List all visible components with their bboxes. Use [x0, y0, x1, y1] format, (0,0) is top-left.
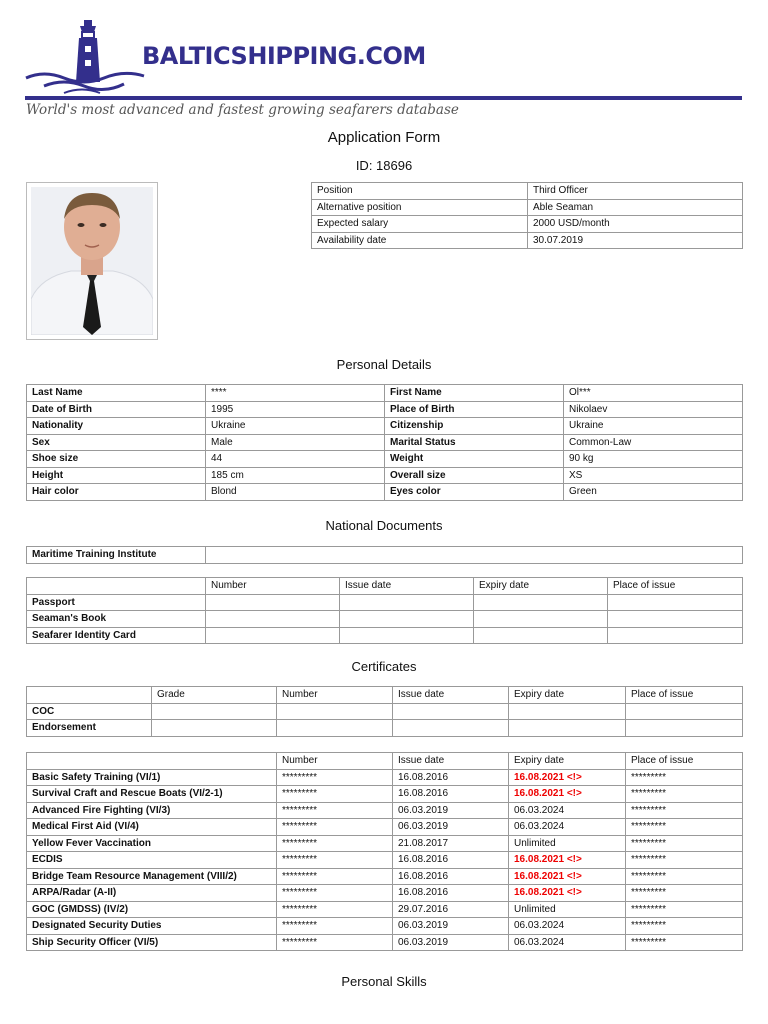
table-row [312, 216, 743, 233]
table-cell: Medical First Aid (VI/4) [27, 819, 277, 836]
institute-value [206, 547, 743, 564]
table-row [27, 385, 743, 402]
table-cell: ********* [277, 819, 393, 836]
table-cell [206, 611, 340, 628]
table-row [312, 199, 743, 216]
table-row [27, 918, 743, 935]
table-row [27, 753, 743, 770]
table-cell: GOC (GMDSS) (IV/2) [27, 901, 277, 918]
table-row [27, 687, 743, 704]
table-row [27, 852, 743, 869]
table-cell: Common-Law [564, 434, 743, 451]
table-row [27, 868, 743, 885]
table-cell [509, 703, 626, 720]
table-cell [206, 627, 340, 644]
table-cell: Place of issue [626, 753, 743, 770]
table-cell [608, 594, 743, 611]
table-cell: 30.07.2019 [528, 232, 743, 249]
table-cell: 16.08.2021 <!> [509, 786, 626, 803]
table-cell: 06.03.2024 [509, 802, 626, 819]
coc-table [26, 686, 743, 737]
table-cell: Ol*** [564, 385, 743, 402]
table-cell: 16.08.2021 <!> [509, 868, 626, 885]
table-cell: Third Officer [528, 183, 743, 200]
table-cell: ********* [277, 918, 393, 935]
table-cell: **** [206, 385, 385, 402]
personal-details-heading: Personal Details [336, 357, 432, 372]
table-cell [393, 720, 509, 737]
table-cell: Height [27, 467, 206, 484]
table-cell: Sex [27, 434, 206, 451]
table-cell: COC [27, 703, 152, 720]
table-cell: ********* [626, 802, 743, 819]
table-cell [340, 594, 474, 611]
table-cell: 16.08.2021 <!> [509, 852, 626, 869]
table-row [27, 786, 743, 803]
table-cell: Number [277, 687, 393, 704]
table-cell: 06.03.2019 [393, 918, 509, 935]
table-cell: Shoe size [27, 451, 206, 468]
table-cell: XS [564, 467, 743, 484]
table-cell: ********* [626, 918, 743, 935]
table-cell: Seafarer Identity Card [27, 627, 206, 644]
training-institute-table [26, 546, 743, 564]
table-cell: ********* [626, 868, 743, 885]
table-cell [27, 578, 206, 595]
table-cell: Endorsement [27, 720, 152, 737]
table-cell: Hair color [27, 484, 206, 501]
table-cell: ********* [277, 802, 393, 819]
table-cell: ARPA/Radar (A-II) [27, 885, 277, 902]
table-cell: 185 cm [206, 467, 385, 484]
table-row [27, 819, 743, 836]
table-cell [206, 594, 340, 611]
table-row [27, 901, 743, 918]
table-cell: Overall size [385, 467, 564, 484]
table-cell: Yellow Fever Vaccination [27, 835, 277, 852]
table-cell: ********* [626, 934, 743, 951]
table-cell: ********* [277, 852, 393, 869]
table-cell [277, 703, 393, 720]
table-cell: 06.03.2019 [393, 802, 509, 819]
personal-details-table [26, 384, 743, 501]
table-cell: Grade [152, 687, 277, 704]
table-row [27, 703, 743, 720]
table-cell: Male [206, 434, 385, 451]
seafarer-photo [26, 182, 158, 340]
table-cell: 06.03.2024 [509, 819, 626, 836]
table-cell: ********* [277, 835, 393, 852]
table-cell: Issue date [393, 687, 509, 704]
table-cell: Expiry date [474, 578, 608, 595]
table-cell: ********* [626, 901, 743, 918]
table-cell: Passport [27, 594, 206, 611]
table-cell: 16.08.2021 <!> [509, 769, 626, 786]
table-cell: Bridge Team Resource Management (VIII/2) [27, 868, 277, 885]
table-row [27, 467, 743, 484]
table-cell: Date of Birth [27, 401, 206, 418]
table-cell: Ukraine [564, 418, 743, 435]
table-cell: ********* [277, 934, 393, 951]
table-cell [626, 703, 743, 720]
table-cell: 16.08.2016 [393, 786, 509, 803]
table-cell: 21.08.2017 [393, 835, 509, 852]
table-row [27, 769, 743, 786]
table-cell: 16.08.2016 [393, 769, 509, 786]
table-cell: ********* [626, 885, 743, 902]
table-cell: Able Seaman [528, 199, 743, 216]
portrait-image [31, 187, 153, 335]
table-row [27, 547, 743, 564]
table-cell [27, 753, 277, 770]
table-cell: Designated Security Duties [27, 918, 277, 935]
table-cell: First Name [385, 385, 564, 402]
table-cell: Expiry date [509, 687, 626, 704]
table-cell: Position [312, 183, 528, 200]
table-cell [608, 627, 743, 644]
table-cell: Number [206, 578, 340, 595]
table-cell: Last Name [27, 385, 206, 402]
table-row [27, 578, 743, 595]
table-row [27, 418, 743, 435]
table-cell: 90 kg [564, 451, 743, 468]
certificates-table [26, 752, 743, 951]
table-cell: Unlimited [509, 901, 626, 918]
table-cell: Eyes color [385, 484, 564, 501]
table-cell: Expiry date [509, 753, 626, 770]
application-id: ID: 18696 [355, 158, 413, 173]
position-table [311, 182, 743, 249]
table-cell: Expected salary [312, 216, 528, 233]
table-row [27, 885, 743, 902]
header-divider [25, 96, 742, 100]
table-cell [152, 703, 277, 720]
table-cell: Green [564, 484, 743, 501]
table-row [312, 183, 743, 200]
personal-skills-heading: Personal Skills [341, 974, 427, 989]
table-cell: Issue date [340, 578, 474, 595]
table-cell: Weight [385, 451, 564, 468]
table-cell [277, 720, 393, 737]
national-documents-heading: National Documents [325, 518, 443, 533]
certificates-heading: Certificates [351, 659, 417, 674]
table-cell: ********* [277, 885, 393, 902]
table-row [27, 802, 743, 819]
brand-name[interactable]: BALTICSHIPPING.COM [142, 42, 426, 70]
tagline: World's most advanced and fastest growing seafarers database [26, 102, 459, 118]
table-cell: ********* [626, 786, 743, 803]
table-cell: ********* [277, 901, 393, 918]
table-cell: Unlimited [509, 835, 626, 852]
table-cell: 16.08.2021 <!> [509, 885, 626, 902]
table-cell: ********* [626, 819, 743, 836]
table-cell [340, 627, 474, 644]
table-cell: ********* [626, 852, 743, 869]
table-cell: 44 [206, 451, 385, 468]
national-documents-table [26, 577, 743, 644]
table-cell: Citizenship [385, 418, 564, 435]
table-row [27, 720, 743, 737]
table-cell: ********* [277, 868, 393, 885]
table-cell: 2000 USD/month [528, 216, 743, 233]
table-cell: ********* [277, 786, 393, 803]
table-row [27, 627, 743, 644]
table-cell: Number [277, 753, 393, 770]
table-cell: 1995 [206, 401, 385, 418]
table-cell: 06.03.2024 [509, 918, 626, 935]
table-cell: 16.08.2016 [393, 885, 509, 902]
table-cell: Alternative position [312, 199, 528, 216]
table-row [27, 611, 743, 628]
table-cell [509, 720, 626, 737]
table-cell: Blond [206, 484, 385, 501]
institute-label: Maritime Training Institute [27, 547, 206, 564]
table-cell: Marital Status [385, 434, 564, 451]
table-row [27, 401, 743, 418]
page-title: Application Form [327, 129, 441, 146]
table-cell [393, 703, 509, 720]
table-cell: 06.03.2019 [393, 819, 509, 836]
table-cell [340, 611, 474, 628]
table-cell: Nationality [27, 418, 206, 435]
table-row [27, 934, 743, 951]
table-cell: Availability date [312, 232, 528, 249]
table-cell: Ship Security Officer (VI/5) [27, 934, 277, 951]
table-cell [626, 720, 743, 737]
table-row [27, 451, 743, 468]
table-cell: Place of Birth [385, 401, 564, 418]
table-cell: Basic Safety Training (VI/1) [27, 769, 277, 786]
table-row [27, 835, 743, 852]
table-cell [474, 611, 608, 628]
table-cell: Place of issue [608, 578, 743, 595]
table-cell: Issue date [393, 753, 509, 770]
table-cell: 06.03.2024 [509, 934, 626, 951]
table-cell [474, 627, 608, 644]
table-cell: 06.03.2019 [393, 934, 509, 951]
table-cell: 16.08.2016 [393, 852, 509, 869]
table-cell: Nikolaev [564, 401, 743, 418]
table-row [312, 232, 743, 249]
table-row [27, 484, 743, 501]
table-cell [608, 611, 743, 628]
table-cell [152, 720, 277, 737]
table-cell: ECDIS [27, 852, 277, 869]
table-cell: ********* [626, 835, 743, 852]
table-cell [474, 594, 608, 611]
table-cell: 29.07.2016 [393, 901, 509, 918]
table-cell: ********* [277, 769, 393, 786]
table-cell: Advanced Fire Fighting (VI/3) [27, 802, 277, 819]
table-row [27, 434, 743, 451]
table-cell [27, 687, 152, 704]
table-cell: Survival Craft and Rescue Boats (VI/2-1) [27, 786, 277, 803]
table-cell: Seaman's Book [27, 611, 206, 628]
table-cell: ********* [626, 769, 743, 786]
table-row [27, 594, 743, 611]
table-cell: Ukraine [206, 418, 385, 435]
table-cell: 16.08.2016 [393, 868, 509, 885]
table-cell: Place of issue [626, 687, 743, 704]
